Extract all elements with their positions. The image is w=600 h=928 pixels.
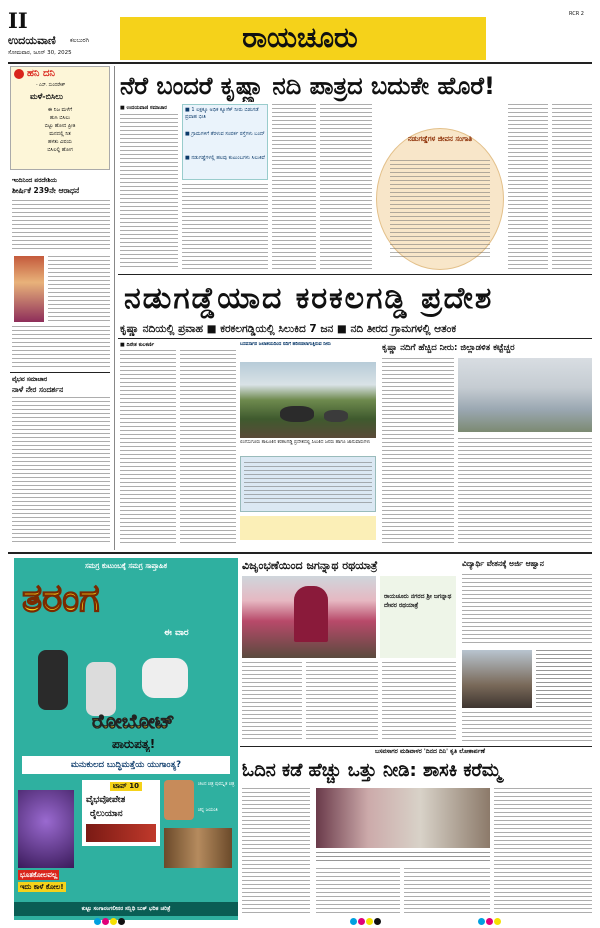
top-col-6 (552, 104, 592, 270)
brief-text-2 (48, 256, 110, 322)
taranga-tagline: ಸಮಗ್ರ ಕುಟುಂಬಕ್ಕೆ ಸಮಗ್ರ ಸಾಪ್ತಾಹಿಕ (84, 562, 168, 570)
registration-mark (486, 918, 493, 925)
student-text-2 (462, 712, 592, 742)
rath-col-1 (242, 662, 302, 742)
rath-headline: ವಿಜೃಂಭಣೆಯಿಂದ ಜಗನ್ನಾಥ ರಥಯಾತ್ರೆ (242, 559, 378, 572)
robot-figure (38, 650, 68, 710)
honey-poem (18, 106, 102, 154)
bottom-kicker: ಬಸವಸಾಗರ ಮಡಿವಾಳರ 'ದಿನದ ದಿನಿ' ಕೃತಿ ಲೋಕಾರ್ಪಣೆ (375, 748, 485, 755)
event-photo (316, 788, 490, 848)
banner-subhead: ಕೃಷ್ಣಾ ನದಿಯಲ್ಲಿ ಪ್ರವಾಹ ■ ಕರಕಲಗಡ್ಡಿಯಲ್ಲಿ ಸಿಲುಕಿದ 7 ಜನ ■ ನದಿ ತೀರದ ಗ್ರಾಮಗಳಲ್ಲಿ ಆತಂಕ (120, 323, 457, 335)
water-headline: ಕೃಷ್ಣಾ ನದಿಗೆ ಹೆಚ್ಚಿದ ನೀರು: ಜಿಲ್ಲಾಡಳಿತ ಕಟ್ಟೆಚ್ಚರ (382, 343, 515, 353)
honey-icon (14, 69, 24, 79)
bottom-col-1 (242, 788, 310, 916)
top-col-1 (120, 114, 178, 270)
river-photo (458, 358, 592, 432)
robot-sub: ಪಾರುಪತ್ಯ! (112, 737, 156, 751)
top10-label: ಟಾಪ್ 10 (110, 782, 142, 791)
banner-col-1 (120, 350, 176, 546)
poem-line: ಹುಸಿ ಬಿಸಿಲು (49, 115, 71, 121)
registration-mark (110, 918, 117, 925)
bottom-col-3 (404, 868, 490, 916)
paper-name: ಉದಯವಾಣಿ (8, 34, 56, 47)
water-col-2 (458, 438, 592, 546)
ghost-line2: ಇದು ಕಾಳೆ ಕೋಲ! (20, 883, 64, 891)
poem-line: ಮನದಲ್ಲಿ ನಿತ (49, 131, 71, 137)
side-text (12, 397, 110, 545)
registration-mark (118, 918, 125, 925)
brief-text (12, 200, 110, 252)
robot-word: ರೋಬೋಟ್ (92, 709, 175, 733)
cattle-shape (324, 410, 348, 422)
top-col-4 (320, 104, 372, 270)
people-photo (164, 828, 232, 868)
top10-line1: ವೈಭವೋಪೇತ (86, 795, 126, 805)
rath-box-text: ರಾಯಚೂರು ನಗರದ ಶ್ರೀ ಜಗನ್ನಾಥ ದೇವರ ರಥಯಾತ್ರೆ (384, 593, 452, 609)
poem-line: ಬಿಟ್ಟು ಹೋದ ಪ್ರೀತಿ (44, 123, 76, 129)
ghost-figure (18, 790, 74, 868)
poem-line: ಬಿಸಿಲಲ್ಲಿ ಹೋಗ (47, 147, 73, 153)
edition: ಕಲಬುರಗಿ (70, 37, 90, 44)
date-line: ಸೋಮವಾರ, ಜೂನ್ 30, 2025 (8, 50, 72, 56)
registration-mark (94, 918, 101, 925)
flood-photo (240, 362, 376, 438)
student-photo (462, 650, 532, 708)
taranga-title: ತರಂಗ (22, 576, 100, 620)
registration-mark (350, 918, 357, 925)
brief-kicker: ಇಂದಿನಿಂದ ಪರದೇಶಿಯ (12, 177, 57, 184)
registration-mark (494, 918, 501, 925)
priest-photo (14, 256, 44, 322)
registration-mark (358, 918, 365, 925)
student-caption (536, 650, 592, 708)
registration-mark (374, 918, 381, 925)
highlight-item: ■ 1 ಲಕ್ಷಕ್ಕೂ ಅಧಿಕ ಕ್ಯೂಸೆಕ್ ನೀರು ಬಿಡುಗಡೆ ಪ್ರವಾಹ ಭೀತಿ (185, 107, 259, 120)
rath-col-2 (306, 662, 378, 742)
top-col-3 (272, 104, 316, 270)
taranga-ad (14, 558, 238, 920)
page-code: RCR 2 (569, 11, 584, 17)
cattle-shape (280, 406, 314, 422)
taranga-day: ಈ ವಾರ (164, 628, 189, 638)
masthead-rule (8, 62, 592, 64)
honey-byline: - ಎಸ್. ಸುಂದರೇಶ್ (36, 83, 66, 88)
top10-line2: ರೈಲುಯಾನ (90, 809, 123, 819)
banner-byline: ■ ದಿನೇಶ ಕುಲಕರ್ಣಿ (120, 342, 155, 348)
top-col-5 (508, 104, 548, 270)
top-col-2 (182, 184, 268, 270)
side-name: ಚಿನ್ನ ಜಯಂತಿ (198, 808, 218, 813)
highlight-item: ■ ನಡುಗಡ್ಡೆಗಳಲ್ಲಿ ಹಲವು ಕುಟುಂಬಗಳು ಸಿಲುಕಿವೆ (185, 155, 265, 161)
section-title: ರಾಯಚೂರು (242, 21, 358, 54)
robot-figure (142, 658, 188, 698)
portrait (164, 780, 194, 820)
registration-mark (478, 918, 485, 925)
box-title: ನಡುಗಡ್ಡೆಗಳ ಜೀವನ ಸಂಗಾತಿ (407, 135, 473, 143)
train-image (86, 824, 156, 842)
yellow-strip (240, 516, 376, 540)
poem-line: ಹಳತು ವಿಷಯ (48, 139, 72, 145)
side-kicker: ವೈಭವ ಸಮಾಚಾರ (12, 376, 48, 383)
taranga-footer: ಕುಟ್ಟು ಸಂಗಾರಂಗಲೀನರ ಸನ್ನಿಧಿ ಬುಕ್ ಭರಿತ ಚರಿತ್ರೆ (14, 902, 238, 916)
bottom-col-2 (316, 868, 400, 916)
banner-headline: ನಡುಗಡ್ಡೆಯಾದ ಕರಕಲಗಡ್ಡಿ ಪ್ರದೇಶ (124, 281, 494, 316)
honey-poem-title: ಮಳೆ-ಬಿಸಿಲು (30, 92, 63, 101)
honey-brand: ಹನಿ ದನಿ (27, 68, 55, 79)
highlight-item: ■ ಗ್ರಾಮಗಳಿಗೆ ತೆರಳುವ ಸಂಪರ್ಕ ರಸ್ತೆಗಳು ಬಂದ್ (185, 131, 265, 137)
registration-mark (102, 918, 109, 925)
bottom-headline: ಓದಿನ ಕಡೆ ಹೆಚ್ಚು ಒತ್ತು ನೀಡಿ: ಶಾಸಕಿ ಕರೆಮ್ಮ (242, 760, 502, 781)
registration-mark (366, 918, 373, 925)
brief-headline: ಶೀರ್ಷಿಕೆ 239ನೇ ಆರಾಧನೆ (12, 186, 80, 195)
side-name: ಚಲನ ಚಿತ್ರ ಪುರಸ್ಕೃತ ಚಿತ್ರ (198, 782, 235, 787)
banner-col-2 (180, 350, 236, 546)
student-text (462, 574, 592, 646)
rath-photo (242, 576, 376, 658)
question-text: ಮನುಕುಲದ ಬುದ್ಧಿಮತ್ತೆಯ ಯುಗಾಂತ್ಯ? (70, 760, 182, 770)
inset-text (244, 462, 372, 506)
photo-caption: ಲಿಂಗಸುಗೂರು ತಾಲೂಕಿನ ಕರಕಲಗಡ್ಡಿ ಪ್ರದೇಶದಲ್ಲಿ ಸಿಲುಕಿದ ಜನರು ಹಾಗೂ ಜಾನುವಾರುಗಳು (240, 440, 371, 445)
poem-line: ಈ ನಿಜ ಮಳೆಗೆ (47, 107, 73, 113)
top-byline: ■ ಉದಯವಾಣಿ ಸಮಾಚಾರ (120, 105, 167, 111)
bottom-caption (316, 852, 490, 864)
box-text (390, 160, 490, 258)
water-col-1 (382, 358, 454, 546)
banner-top-caption: ಬಸವಸಾಗರ ಜಲಾಶಯದಿಂದ ನದಿಗೆ ಹರಿಬಿಡಲಾಗುತ್ತಿರುವ ನೀರು (240, 342, 331, 347)
page-number: II (8, 8, 28, 33)
side-headline: ನಾಳೆ ನೇರ ಸಂದರ್ಶನ (12, 385, 64, 394)
chariot (294, 586, 328, 642)
bottom-col-4 (494, 788, 592, 916)
rath-box (380, 576, 456, 658)
brief-text-3 (12, 326, 110, 368)
rath-col-3 (382, 662, 456, 742)
student-headline: ವಿದ್ಯಾರ್ಥಿ ವೇತನಕ್ಕೆ ಅರ್ಜಿ ಆಹ್ವಾನ (462, 559, 544, 568)
top-headline: ನೆರೆ ಬಂದರೆ ಕೃಷ್ಣಾ ನದಿ ಪಾತ್ರದ ಬದುಕೇ ಹೊರೆ! (120, 72, 495, 100)
ghost-line1: ಭೂತಕೋಲವಲ್ಲ (20, 871, 58, 879)
